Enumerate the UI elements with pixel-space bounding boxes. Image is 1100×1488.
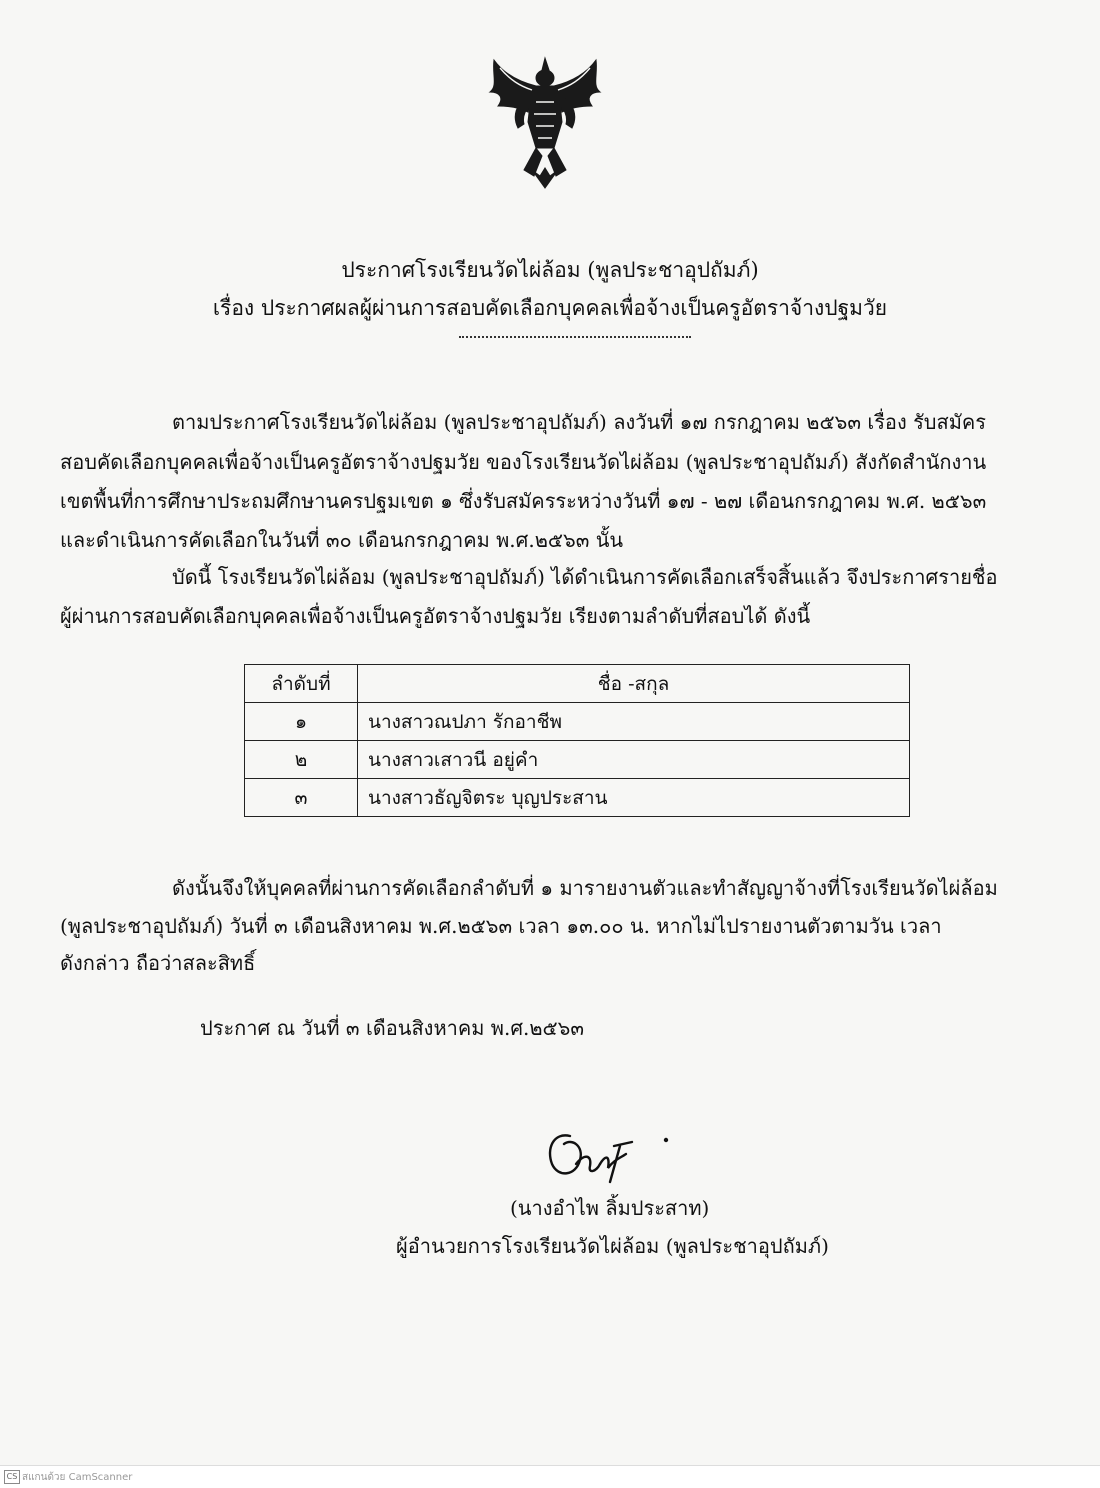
- scanner-footer: [0, 1465, 1100, 1488]
- table-row: [245, 741, 910, 779]
- para2-line2: ผู้ผ่านการสอบคัดเลือกบุคคลเพื่อจ้างเป็นครูอัตราจ้างปฐมวัย เรียงตามลำดับที่สอบได้ ดังนี้: [60, 604, 811, 628]
- para1-line1: ตามประกาศโรงเรียนวัดไผ่ล้อม (พูลประชาอุปถัมภ์) ลงวันที่ ๑๗ กรกฎาคม ๒๕๖๓ เรื่อง รับสมัคร: [172, 410, 987, 434]
- row-rank: ๒: [245, 741, 358, 779]
- row-rank: ๑: [245, 703, 358, 741]
- para3-line2: (พูลประชาอุปถัมภ์) วันที่ ๓ เดือนสิงหาคม พ.ศ.๒๕๖๓ เวลา ๑๓.๐๐ น. หากไม่ไปรายงานตัวตามวัน เวลา: [60, 914, 942, 938]
- signatory-position: ผู้อำนวยการโรงเรียนวัดไผ่ล้อม (พูลประชาอุปถัมภ์): [396, 1234, 829, 1258]
- scanner-watermark-text: สแกนด้วย CamScanner: [22, 1472, 133, 1483]
- dotted-separator: [459, 336, 691, 338]
- para3-line3: ดังกล่าว ถือว่าสละสิทธิ์: [60, 951, 256, 975]
- signature-icon: [540, 1124, 680, 1188]
- signatory-name: (นางอำไพ ลิ้มประสาท): [510, 1196, 710, 1220]
- row-rank: ๓: [245, 779, 358, 817]
- table-header-row: [245, 665, 910, 703]
- row-name: นางสาวเสาวนี อยู่คำ: [358, 741, 910, 779]
- header-rank: ลำดับที่: [245, 665, 358, 703]
- para3-line1: ดังนั้นจึงให้บุคคลที่ผ่านการคัดเลือกลำดับที่ ๑ มารายงานตัวและทำสัญญาจ้างที่โรงเรียนวัดไผ่ล้อม: [172, 876, 998, 900]
- para1-line4: และดำเนินการคัดเลือกในวันที่ ๓๐ เดือนกรกฎาคม พ.ศ.๒๕๖๓ นั้น: [60, 528, 624, 552]
- announcement-title: ประกาศโรงเรียนวัดไผ่ล้อม (พูลประชาอุปถัมภ์): [341, 258, 759, 282]
- table-row: [245, 703, 910, 741]
- results-table: [244, 664, 910, 817]
- header-name: ชื่อ -สกุล: [358, 665, 910, 703]
- row-name: นางสาวณปภา รักอาชีพ: [358, 703, 910, 741]
- announcement-date: ประกาศ ณ วันที่ ๓ เดือนสิงหาคม พ.ศ.๒๕๖๓: [200, 1016, 585, 1040]
- row-name: นางสาวธัญจิตระ บุญประสาน: [358, 779, 910, 817]
- para1-line3: เขตพื้นที่การศึกษาประถมศึกษานครปฐมเขต ๑ ซึ่งรับสมัครระหว่างวันที่ ๑๗ - ๒๗ เดือนกรกฎาคม พ.ศ. ๒๕๖๓: [60, 489, 987, 513]
- garuda-emblem-icon: [470, 52, 620, 192]
- para2-line1: บัดนี้ โรงเรียนวัดไผ่ล้อม (พูลประชาอุปถัมภ์) ได้ดำเนินการคัดเลือกเสร็จสิ้นแล้ว จึงประกาศรายชื่อ: [172, 565, 998, 589]
- camscanner-logo-icon: CS: [4, 1470, 20, 1484]
- table-row: [245, 779, 910, 817]
- announcement-subject: เรื่อง ประกาศผลผู้ผ่านการสอบคัดเลือกบุคคลเพื่อจ้างเป็นครูอัตราจ้างปฐมวัย: [212, 296, 888, 320]
- para1-line2: สอบคัดเลือกบุคคลเพื่อจ้างเป็นครูอัตราจ้างปฐมวัย ของโรงเรียนวัดไผ่ล้อม (พูลประชาอุปถัมภ์) สังกัดสำนักงาน: [60, 450, 987, 474]
